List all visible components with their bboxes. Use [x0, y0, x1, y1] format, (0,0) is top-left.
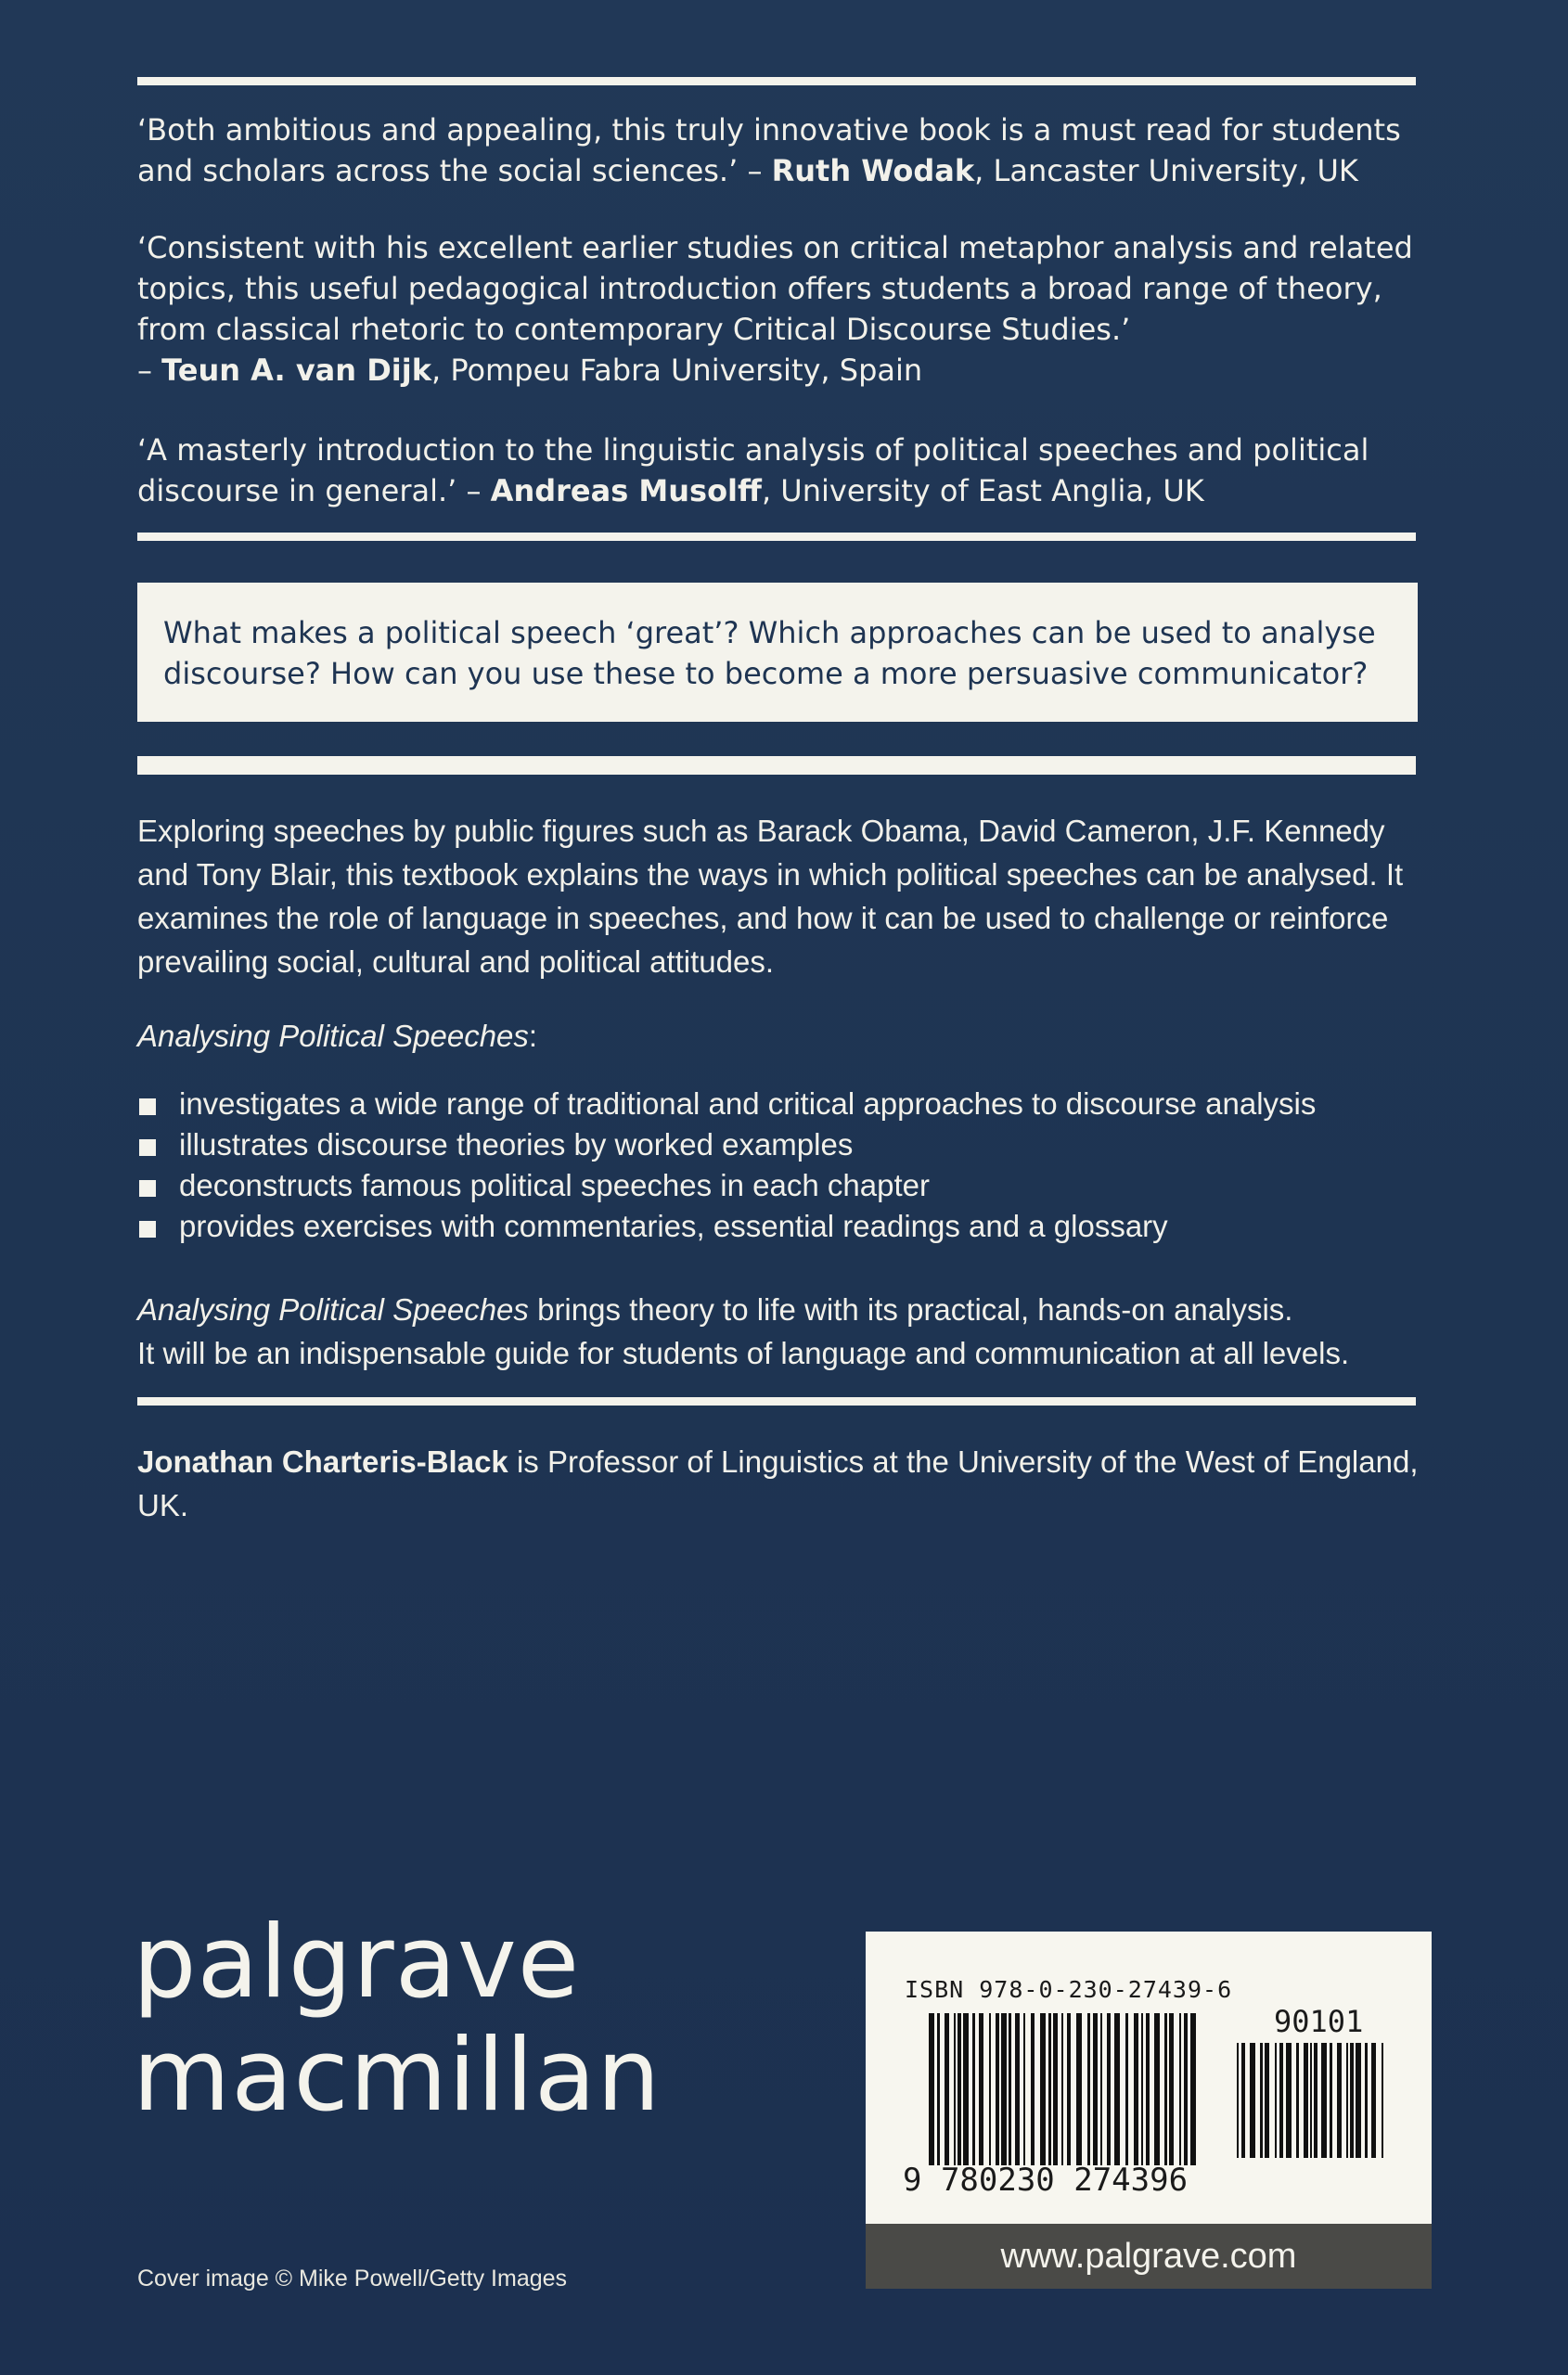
barcode-bar [996, 2013, 999, 2165]
barcode-bar [1286, 2043, 1292, 2158]
endorsement-1-affiliation: , Lancaster University, UK [974, 153, 1358, 188]
list-intro-title: Analysing Political Speeches [137, 1019, 529, 1053]
endorsement-2 [137, 227, 1432, 391]
barcode-bar [1346, 2043, 1348, 2158]
barcode-bar [1061, 2013, 1063, 2165]
endorsement-1 [137, 109, 1432, 191]
question-box: What makes a political speech ‘great’? Which approaches can be used to analyse discourse? How can you use these to become a more persuasive communicator? [137, 583, 1418, 722]
list-item [137, 1084, 1436, 1124]
barcode-bar [1031, 2013, 1035, 2165]
bullet-square-icon [139, 1180, 156, 1197]
list-intro-colon: : [528, 1019, 538, 1053]
barcode-bar [1275, 2043, 1277, 2158]
barcode-bar [1382, 2043, 1383, 2158]
barcode-bar [1279, 2043, 1283, 2158]
question-bottom-rule [137, 756, 1416, 775]
ean-digits: 9 780230 274396 [903, 2162, 1189, 2199]
barcode-bar [958, 2013, 961, 2165]
barcode-bar [1093, 2013, 1098, 2165]
barcode-bar [1076, 2013, 1082, 2165]
barcode-bar [1125, 2013, 1128, 2165]
barcode-bar [1107, 2013, 1111, 2165]
endorsement-1-author: Ruth Wodak [771, 153, 975, 188]
barcode-bar [1023, 2013, 1025, 2165]
feature-list [137, 1084, 1436, 1247]
barcode-bar [1304, 2043, 1308, 2158]
closing-line-1: brings theory to life with its practical, hands-on analysis. [528, 1292, 1293, 1327]
barcode-bar [1330, 2043, 1332, 2158]
list-item [137, 1124, 1436, 1165]
list-item [137, 1206, 1436, 1247]
isbn-label: ISBN 978-0-230-27439-6 [905, 1976, 1233, 2003]
publisher-logo-line1: palgrave [133, 1905, 581, 2021]
publisher-url: www.palgrave.com [866, 2224, 1432, 2289]
barcode-bar [1314, 2043, 1317, 2158]
barcode-bar [1365, 2043, 1368, 2158]
barcode-bar [1164, 2013, 1167, 2165]
barcode-bar [1009, 2013, 1011, 2165]
endorsement-1-text: ‘Both ambitious and appealing, this truly innovative book is a must read for students and scholars across the social sciences.’ – [137, 112, 1401, 188]
barcode-bar [1015, 2013, 1020, 2165]
barcode-bar [1048, 2013, 1051, 2165]
barcode-bar [1100, 2013, 1102, 2165]
endorsement-3-text: ‘A masterly introduction to the linguistic analysis of political speeches and political discourse in general.’ – [137, 432, 1369, 508]
publisher-logo-line2: macmillan [133, 2018, 662, 2134]
closing-title: Analysing Political Speeches [137, 1292, 529, 1327]
author-bio-text: is Professor of Linguistics at the University of the West of England, UK. [137, 1444, 1419, 1522]
endorsement-2-text: ‘Consistent with his excellent earlier studies on critical metaphor analysis and related topics, this useful pedagogical introduction offers students a broad range of theory, from classical rhetoric to contemporary Critical Discourse Studies.’ [137, 230, 1413, 347]
barcode-bar [972, 2013, 975, 2165]
barcode-bar [979, 2013, 983, 2165]
list-intro [137, 1014, 1436, 1058]
barcode-bar [1260, 2043, 1263, 2158]
barcode-bar [1321, 2043, 1327, 2158]
author-bio [137, 1440, 1436, 1527]
barcode-bar [1179, 2013, 1181, 2165]
barcode-bar [929, 2013, 934, 2165]
author-top-rule [137, 1397, 1416, 1406]
endorsement-bottom-rule [137, 533, 1416, 541]
barcode-bar [1001, 2013, 1007, 2165]
description: Exploring speeches by public figures such as Barack Obama, David Cameron, J.F. Kennedy and Tony Blair, this textbook explains the ways in which political speeches can be analysed. It examines the role of language in speeches, and how it can be used to challenge or reinforce prevailing social, cultural and political attitudes. [137, 814, 1404, 979]
barcode-bar [1067, 2013, 1071, 2165]
barcode-bar [1350, 2043, 1354, 2158]
barcode-bar [1296, 2043, 1299, 2158]
barcode-bar [1250, 2043, 1255, 2158]
barcode-bar [1190, 2013, 1196, 2165]
endorsement-2-dash: – [137, 353, 162, 388]
barcode-bar [1237, 2043, 1239, 2158]
price-code: 90101 [1274, 2004, 1364, 2039]
list-item-text: deconstructs famous political speeches in each chapter [179, 1168, 930, 1202]
bullet-square-icon [139, 1098, 156, 1115]
top-rule [137, 77, 1416, 85]
barcode-bar [937, 2013, 940, 2165]
bullet-square-icon [139, 1221, 156, 1238]
barcode-bar [1265, 2043, 1269, 2158]
barcode-bar [1134, 2013, 1138, 2165]
endorsement-3-author: Andreas Musolff [490, 473, 762, 508]
cover-credit: Cover image © Mike Powell/Getty Images [137, 2266, 568, 2292]
list-item-text: illustrates discourse theories by worked examples [179, 1127, 854, 1162]
barcode-bar [945, 2013, 949, 2165]
barcode-panel [866, 1932, 1432, 2289]
barcode-bar [989, 2013, 991, 2165]
barcode-bar [1087, 2013, 1090, 2165]
endorsement-2-author: Teun A. van Dijk [161, 353, 431, 388]
barcode-bar [1241, 2043, 1245, 2158]
endorsement-2-affiliation: , Pompeu Fabra University, Spain [431, 353, 923, 388]
list-item [137, 1165, 1436, 1206]
barcode-bar [1040, 2013, 1046, 2165]
closing-paragraph [137, 1288, 1436, 1375]
barcode-bar [1310, 2043, 1312, 2158]
barcode-bar [1053, 2013, 1058, 2165]
barcode-bar [1114, 2013, 1120, 2165]
author-name: Jonathan Charteris-Black [137, 1444, 508, 1479]
bullet-square-icon [139, 1139, 156, 1156]
closing-line-2: It will be an indispensable guide for students of language and communication at all levels. [137, 1336, 1350, 1370]
barcode-bar [1337, 2043, 1342, 2158]
endorsement-3 [137, 430, 1432, 511]
barcode-bar [1141, 2013, 1143, 2165]
barcode-bar [1371, 2043, 1376, 2158]
barcode-bar [1356, 2043, 1361, 2158]
barcode-bar [1184, 2013, 1188, 2165]
barcode-bar [1169, 2013, 1174, 2165]
barcode-bar [963, 2013, 969, 2165]
endorsement-3-affiliation: , University of East Anglia, UK [761, 473, 1204, 508]
barcode-bar [1154, 2013, 1160, 2165]
barcode-bar [1146, 2013, 1150, 2165]
list-item-text: provides exercises with commentaries, essential readings and a glossary [179, 1209, 1168, 1243]
list-item-text: investigates a wide range of traditional and critical approaches to discourse analysis [179, 1086, 1317, 1121]
barcode-bar [954, 2013, 956, 2165]
